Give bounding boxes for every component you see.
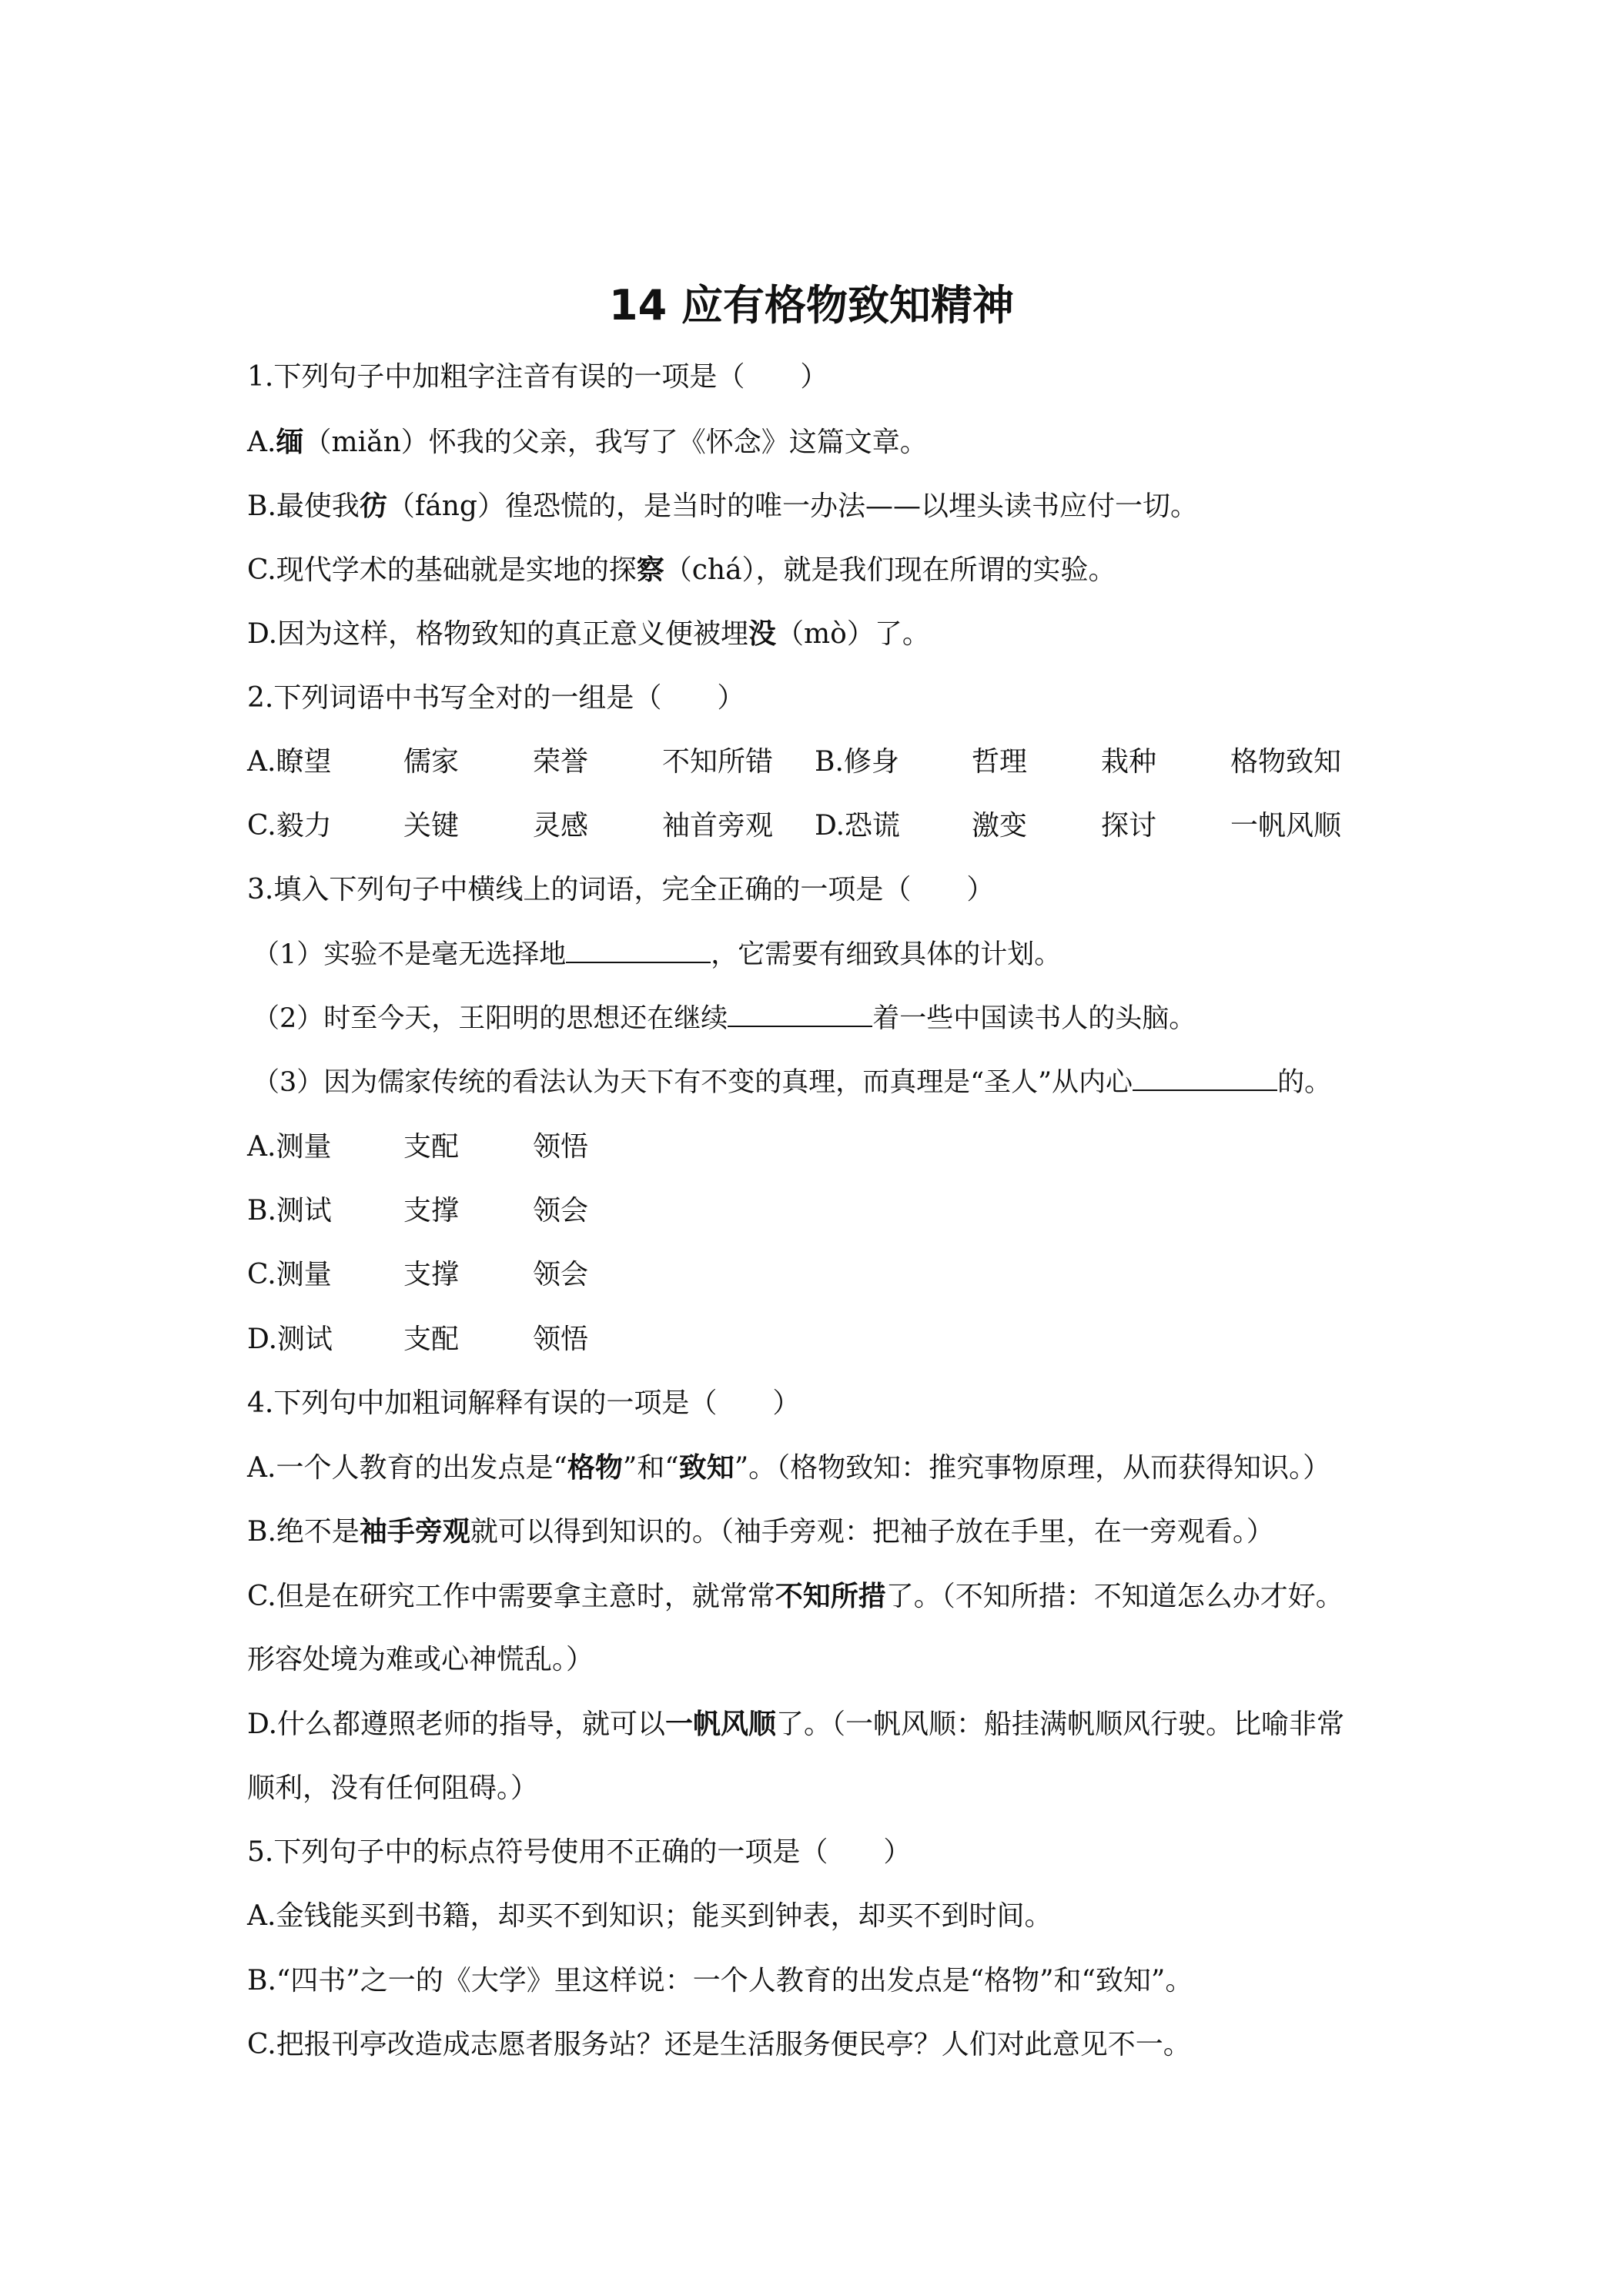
q2-word: 不知所错 xyxy=(662,746,774,778)
q3-word: 领会 xyxy=(533,1195,589,1227)
q2-word: 荣誉 xyxy=(533,746,589,778)
q2-word: 栽种 xyxy=(1101,746,1157,778)
q2-word: 灵感 xyxy=(533,810,589,842)
q4-option-c-continued: 形容处境为难或心神慌乱。） xyxy=(247,1644,594,1675)
q4-option-d-continued: 顺利，没有任何阻碍。） xyxy=(247,1772,539,1804)
fill-blank xyxy=(566,935,711,963)
q2-word: 格物致知 xyxy=(1230,746,1342,778)
q1-option-a: A.缅（miǎn）怀我的父亲，我写了《怀念》这篇文章。 xyxy=(247,426,928,458)
q4-option-d: D.什么都遵照老师的指导，就可以一帆风顺了。（一帆风顺：船挂满帆顺风行驶。比喻非常 xyxy=(247,1708,1345,1740)
q4-option-a: A.一个人教育的出发点是“格物”和“致知”。（格物致知：推究事物原理，从而获得知识。） xyxy=(247,1451,1331,1484)
q3-sentence-3: （3）因为儒家传统的看法认为天下有不变的真理，而真理是“圣人”从内心 的。 xyxy=(253,1063,1331,1102)
q3-word: B.测试 xyxy=(247,1195,332,1227)
q5-option-a: A.金钱能买到书籍，却买不到知识；能买到钟表，却买不到时间。 xyxy=(247,1900,1052,1932)
q3-stem: 3.填入下列句子中横线上的词语，完全正确的一项是（ ） xyxy=(247,874,995,905)
q2-word: 激变 xyxy=(972,810,1028,842)
fill-blank xyxy=(728,999,872,1027)
q2-word: C.毅力 xyxy=(247,810,332,842)
q5-option-c: C.把报刊亭改造成志愿者服务站？还是生活服务便民亭？人们对此意见不一。 xyxy=(247,2029,1191,2060)
q3-word: 领悟 xyxy=(533,1131,589,1163)
q2-word: 一帆风顺 xyxy=(1230,810,1342,842)
q2-word: A.瞭望 xyxy=(247,746,332,778)
q2-word: 关键 xyxy=(403,810,460,842)
q3-word: C.测量 xyxy=(247,1259,332,1290)
q2-stem: 2.下列词语中书写全对的一组是（ ） xyxy=(247,682,745,714)
q2-word: 探讨 xyxy=(1101,810,1157,842)
q1-stem: 1.下列句子中加粗字注音有误的一项是（ ） xyxy=(247,361,828,393)
q2-word: 哲理 xyxy=(972,746,1028,778)
q3-word: 支配 xyxy=(403,1131,460,1163)
q1-option-b: B.最使我彷（fáng）徨恐慌的，是当时的唯一办法——以埋头读书应付一切。 xyxy=(247,490,1198,522)
q3-word: D.测试 xyxy=(247,1324,333,1355)
q2-word: D.恐谎 xyxy=(815,810,901,842)
q4-stem: 4.下列句中加粗词解释有误的一项是（ ） xyxy=(247,1387,801,1419)
q4-option-b: B.绝不是袖手旁观就可以得到知识的。（袖手旁观：把袖子放在手里，在一旁观看。） xyxy=(247,1515,1274,1548)
q5-option-b: B.“四书”之一的《大学》里这样说：一个人教育的出发点是“格物”和“致知”。 xyxy=(247,1965,1193,1996)
q2-word: 儒家 xyxy=(403,746,460,778)
page-title: 14 应有格物致知精神 xyxy=(609,281,1014,330)
fill-blank xyxy=(1133,1063,1277,1091)
q3-sentence-1: （1）实验不是毫无选择地 ，它需要有细致具体的计划。 xyxy=(253,935,1061,974)
q3-word: A.测量 xyxy=(247,1131,332,1163)
q1-option-d: D.因为这样，格物致知的真正意义便被埋没（mò）了。 xyxy=(247,618,930,650)
q3-word: 支撑 xyxy=(403,1195,460,1227)
q5-stem: 5.下列句子中的标点符号使用不正确的一项是（ ） xyxy=(247,1836,912,1868)
q3-word: 支配 xyxy=(403,1324,460,1355)
q3-sentence-2: （2）时至今天，王阳明的思想还在继续 着一些中国读书人的头脑。 xyxy=(253,999,1196,1038)
q3-word: 支撑 xyxy=(403,1259,460,1290)
q1-option-c: C.现代学术的基础就是实地的探察（chá），就是我们现在所谓的实验。 xyxy=(247,554,1116,586)
q2-word: B.修身 xyxy=(815,746,899,778)
q4-option-c: C.但是在研究工作中需要拿主意时，就常常不知所措了。（不知所措：不知道怎么办才好。 xyxy=(247,1580,1344,1612)
q2-word: 袖首旁观 xyxy=(662,810,774,842)
q3-word: 领会 xyxy=(533,1259,589,1290)
q3-word: 领悟 xyxy=(533,1324,589,1355)
